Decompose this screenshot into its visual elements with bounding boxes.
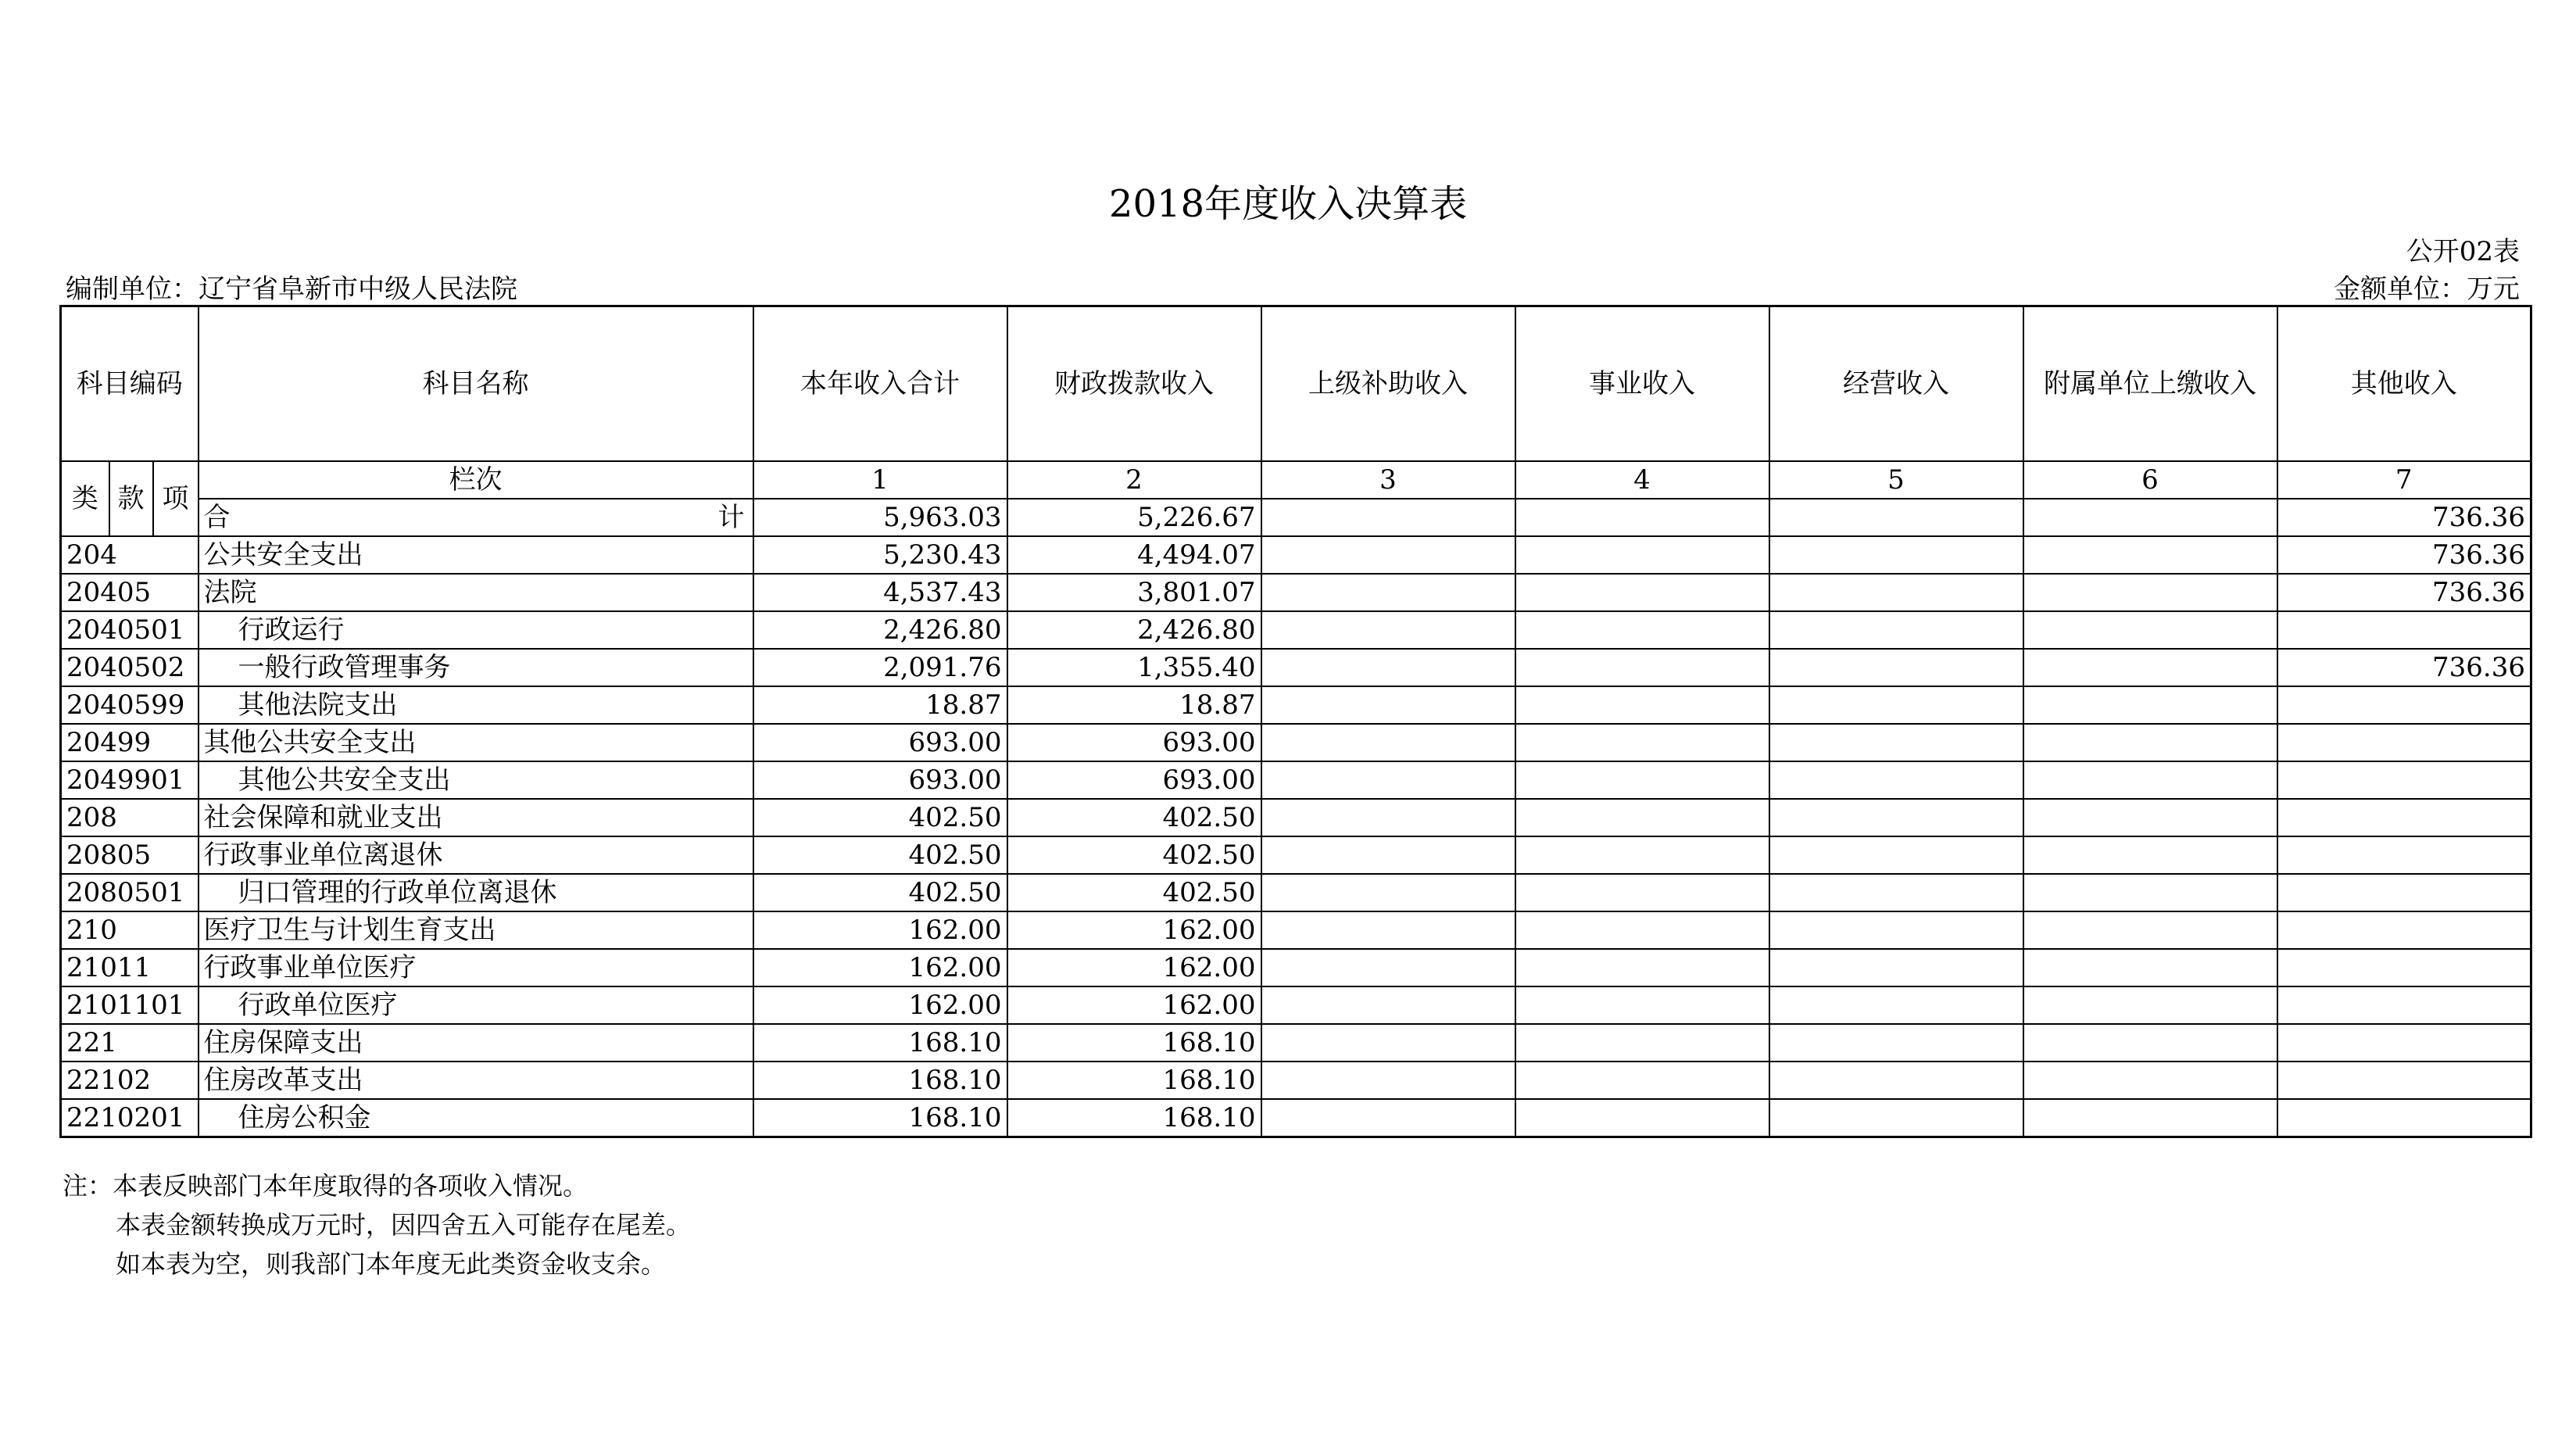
amount-cell-col-7 [2277, 949, 2531, 986]
amount-cell-col-3 [1261, 949, 1515, 986]
amount-cell-col-6 [2023, 799, 2277, 836]
amount-cell-col-6 [2023, 1062, 2277, 1099]
amount-cell-col-7 [2277, 1099, 2531, 1137]
amount-cell-col-7 [2277, 799, 2531, 836]
table-row [61, 649, 2531, 686]
amount-cell-col-3 [1261, 536, 1515, 574]
column-number-5: 5 [1769, 461, 2023, 499]
header-subject-name: 科目名称 [199, 306, 753, 462]
amount-cell-col-2: 18.87 [1007, 686, 1261, 724]
subject-name: 住房保障支出 [199, 1024, 753, 1062]
subject-code: 210 [61, 911, 199, 949]
amount-cell-col-4 [1515, 911, 1769, 949]
amount-cell-col-5 [1769, 611, 2023, 649]
amount-cell-col-4 [1515, 686, 1769, 724]
amount-cell-col-1: 162.00 [753, 949, 1007, 986]
amount-cell-col-6 [2023, 761, 2277, 799]
header-lanci: 栏次 [199, 461, 753, 499]
amount-cell-col-2: 168.10 [1007, 1062, 1261, 1099]
amount-cell-col-5 [1769, 986, 2023, 1024]
header-xiang: 项 [153, 461, 199, 536]
header-col-2: 财政拨款收入 [1007, 306, 1261, 462]
subject-name: 归口管理的行政单位离退休 [199, 874, 753, 911]
amount-cell-col-4 [1515, 536, 1769, 574]
subject-code: 2040501 [61, 611, 199, 649]
subject-code: 2101101 [61, 986, 199, 1024]
amount-cell-col-5 [1769, 1024, 2023, 1062]
table-row [61, 611, 2531, 649]
amount-cell-col-1: 402.50 [753, 836, 1007, 874]
header-col-3: 上级补助收入 [1261, 306, 1515, 462]
amount-cell-col-1: 693.00 [753, 724, 1007, 761]
subject-code: 221 [61, 1024, 199, 1062]
amount-cell-col-1: 162.00 [753, 911, 1007, 949]
amount-cell-col-5 [1769, 911, 2023, 949]
total-value-7: 736.36 [2277, 499, 2531, 536]
report-title: 2018年度收入决算表 [1108, 182, 1468, 226]
table-row [61, 1024, 2531, 1062]
subject-code: 20805 [61, 836, 199, 874]
amount-cell-col-6 [2023, 649, 2277, 686]
table-row [61, 836, 2531, 874]
total-label-right: 计 [717, 502, 745, 533]
amount-cell-col-5 [1769, 874, 2023, 911]
table-row [61, 686, 2531, 724]
note-3: 如本表为空，则我部门本年度无此类资金收支余。 [116, 1249, 667, 1279]
amount-cell-col-5 [1769, 1062, 2023, 1099]
subject-name: 其他公共安全支出 [199, 761, 753, 799]
amount-cell-col-3 [1261, 799, 1515, 836]
amount-cell-col-1: 168.10 [753, 1024, 1007, 1062]
amount-cell-col-7 [2277, 986, 2531, 1024]
amount-cell-col-7: 736.36 [2277, 649, 2531, 686]
subject-name: 行政单位医疗 [199, 986, 753, 1024]
amount-cell-col-7 [2277, 761, 2531, 799]
amount-cell-col-4 [1515, 986, 1769, 1024]
amount-cell-col-5 [1769, 724, 2023, 761]
subject-code: 20405 [61, 574, 199, 611]
column-number-4: 4 [1515, 461, 1769, 499]
amount-cell-col-4 [1515, 949, 1769, 986]
amount-cell-col-3 [1261, 1099, 1515, 1137]
notes [63, 1166, 691, 1284]
header-lei: 类 [61, 461, 109, 536]
header-col-1: 本年收入合计 [753, 306, 1007, 462]
total-value-2: 5,226.67 [1007, 499, 1261, 536]
total-value-5 [1769, 499, 2023, 536]
column-number-7: 7 [2277, 461, 2531, 499]
header-kuan: 款 [109, 461, 153, 536]
amount-cell-col-3 [1261, 911, 1515, 949]
amount-cell-col-6 [2023, 986, 2277, 1024]
amount-cell-col-5 [1769, 649, 2023, 686]
total-label-left: 合 [203, 502, 231, 533]
table-row [61, 911, 2531, 949]
amount-cell-col-6 [2023, 911, 2277, 949]
amount-cell-col-2: 3,801.07 [1007, 574, 1261, 611]
column-number-row [61, 461, 2531, 499]
subject-name: 住房公积金 [199, 1099, 753, 1137]
amount-cell-col-5 [1769, 536, 2023, 574]
subject-name: 住房改革支出 [199, 1062, 753, 1099]
subject-code: 2049901 [61, 761, 199, 799]
amount-cell-col-7 [2277, 686, 2531, 724]
amount-cell-col-5 [1769, 761, 2023, 799]
header-subject-code: 科目编码 [61, 306, 199, 462]
amount-cell-col-4 [1515, 874, 1769, 911]
total-value-6 [2023, 499, 2277, 536]
amount-cell-col-4 [1515, 649, 1769, 686]
amount-cell-col-7 [2277, 874, 2531, 911]
table-row [61, 1099, 2531, 1137]
subject-name: 法院 [199, 574, 753, 611]
amount-cell-col-2: 2,426.80 [1007, 611, 1261, 649]
subject-name: 行政运行 [199, 611, 753, 649]
subject-code: 208 [61, 799, 199, 836]
table-row [61, 574, 2531, 611]
subject-name: 公共安全支出 [199, 536, 753, 574]
column-number-1: 1 [753, 461, 1007, 499]
amount-cell-col-7 [2277, 1024, 2531, 1062]
amount-cell-col-1: 162.00 [753, 986, 1007, 1024]
subject-name: 医疗卫生与计划生育支出 [199, 911, 753, 949]
amount-cell-col-4 [1515, 799, 1769, 836]
amount-cell-col-5 [1769, 574, 2023, 611]
amount-cell-col-2: 402.50 [1007, 836, 1261, 874]
amount-cell-col-2: 162.00 [1007, 986, 1261, 1024]
subject-code: 2040502 [61, 649, 199, 686]
note-2: 本表金额转换成万元时，因四舍五入可能存在尾差。 [116, 1210, 692, 1240]
amount-cell-col-6 [2023, 1024, 2277, 1062]
amount-cell-col-1: 402.50 [753, 874, 1007, 911]
subject-code: 20499 [61, 724, 199, 761]
amount-cell-col-1: 168.10 [753, 1062, 1007, 1099]
amount-cell-col-2: 4,494.07 [1007, 536, 1261, 574]
table-row [61, 724, 2531, 761]
amount-unit: 金额单位：万元 [2334, 274, 2520, 305]
total-value-4 [1515, 499, 1769, 536]
amount-cell-col-4 [1515, 724, 1769, 761]
amount-cell-col-3 [1261, 836, 1515, 874]
total-label [199, 499, 753, 536]
subject-code: 204 [61, 536, 199, 574]
amount-cell-col-1: 4,537.43 [753, 574, 1007, 611]
compiling-unit: 编制单位：辽宁省阜新市中级人民法院 [66, 274, 517, 305]
subject-name: 其他公共安全支出 [199, 724, 753, 761]
subject-code: 2210201 [61, 1099, 199, 1137]
header-col-4: 事业收入 [1515, 306, 1769, 462]
amount-cell-col-7 [2277, 724, 2531, 761]
amount-cell-col-6 [2023, 686, 2277, 724]
form-number: 公开02表 [2406, 236, 2520, 267]
amount-cell-col-3 [1261, 649, 1515, 686]
amount-cell-col-3 [1261, 574, 1515, 611]
subject-name: 一般行政管理事务 [199, 649, 753, 686]
amount-cell-col-2: 162.00 [1007, 949, 1261, 986]
header-col-7: 其他收入 [2277, 306, 2531, 462]
amount-cell-col-2: 1,355.40 [1007, 649, 1261, 686]
amount-cell-col-2: 693.00 [1007, 724, 1261, 761]
amount-cell-col-7 [2277, 611, 2531, 649]
subject-code: 2080501 [61, 874, 199, 911]
amount-cell-col-4 [1515, 1099, 1769, 1137]
table-row [61, 536, 2531, 574]
amount-cell-col-6 [2023, 874, 2277, 911]
note-1: 注：本表反映部门本年度取得的各项收入情况。 [63, 1171, 589, 1201]
amount-cell-col-2: 168.10 [1007, 1099, 1261, 1137]
amount-cell-col-6 [2023, 611, 2277, 649]
amount-cell-col-3 [1261, 761, 1515, 799]
amount-cell-col-3 [1261, 874, 1515, 911]
amount-cell-col-5 [1769, 799, 2023, 836]
amount-cell-col-3 [1261, 1062, 1515, 1099]
amount-cell-col-1: 2,091.76 [753, 649, 1007, 686]
amount-cell-col-3 [1261, 611, 1515, 649]
amount-cell-col-3 [1261, 686, 1515, 724]
header-col-6: 附属单位上缴收入 [2023, 306, 2277, 462]
header-col-5: 经营收入 [1769, 306, 2023, 462]
amount-cell-col-2: 162.00 [1007, 911, 1261, 949]
amount-cell-col-3 [1261, 1024, 1515, 1062]
amount-cell-col-4 [1515, 1062, 1769, 1099]
table-row [61, 761, 2531, 799]
table-row [61, 949, 2531, 986]
amount-cell-col-1: 693.00 [753, 761, 1007, 799]
subject-code: 22102 [61, 1062, 199, 1099]
subject-code: 2040599 [61, 686, 199, 724]
column-number-3: 3 [1261, 461, 1515, 499]
amount-cell-col-5 [1769, 836, 2023, 874]
amount-cell-col-3 [1261, 724, 1515, 761]
table-row [61, 799, 2531, 836]
amount-cell-col-6 [2023, 836, 2277, 874]
amount-cell-col-6 [2023, 1099, 2277, 1137]
amount-cell-col-4 [1515, 761, 1769, 799]
column-number-6: 6 [2023, 461, 2277, 499]
amount-cell-col-3 [1261, 986, 1515, 1024]
total-value-1: 5,963.03 [753, 499, 1007, 536]
amount-cell-col-1: 168.10 [753, 1099, 1007, 1137]
amount-cell-col-4 [1515, 574, 1769, 611]
amount-cell-col-7 [2277, 1062, 2531, 1099]
amount-cell-col-1: 402.50 [753, 799, 1007, 836]
table-row [61, 874, 2531, 911]
amount-cell-col-5 [1769, 686, 2023, 724]
amount-cell-col-4 [1515, 1024, 1769, 1062]
amount-cell-col-7 [2277, 911, 2531, 949]
income-table [59, 305, 2532, 1138]
header-row [61, 306, 2531, 462]
column-number-2: 2 [1007, 461, 1261, 499]
amount-cell-col-5 [1769, 949, 2023, 986]
subject-code: 21011 [61, 949, 199, 986]
amount-cell-col-2: 693.00 [1007, 761, 1261, 799]
amount-cell-col-6 [2023, 536, 2277, 574]
amount-cell-col-7: 736.36 [2277, 536, 2531, 574]
amount-cell-col-2: 168.10 [1007, 1024, 1261, 1062]
total-value-3 [1261, 499, 1515, 536]
amount-cell-col-2: 402.50 [1007, 799, 1261, 836]
subject-name: 行政事业单位离退休 [199, 836, 753, 874]
amount-cell-col-6 [2023, 949, 2277, 986]
amount-cell-col-4 [1515, 611, 1769, 649]
amount-cell-col-1: 5,230.43 [753, 536, 1007, 574]
subject-name: 行政事业单位医疗 [199, 949, 753, 986]
subject-name: 其他法院支出 [199, 686, 753, 724]
amount-cell-col-6 [2023, 724, 2277, 761]
amount-cell-col-5 [1769, 1099, 2023, 1137]
amount-cell-col-6 [2023, 574, 2277, 611]
amount-cell-col-2: 402.50 [1007, 874, 1261, 911]
table-row [61, 1062, 2531, 1099]
amount-cell-col-4 [1515, 836, 1769, 874]
amount-cell-col-1: 2,426.80 [753, 611, 1007, 649]
total-row [61, 499, 2531, 536]
table-row [61, 986, 2531, 1024]
amount-cell-col-1: 18.87 [753, 686, 1007, 724]
amount-cell-col-7: 736.36 [2277, 574, 2531, 611]
subject-name: 社会保障和就业支出 [199, 799, 753, 836]
amount-cell-col-7 [2277, 836, 2531, 874]
